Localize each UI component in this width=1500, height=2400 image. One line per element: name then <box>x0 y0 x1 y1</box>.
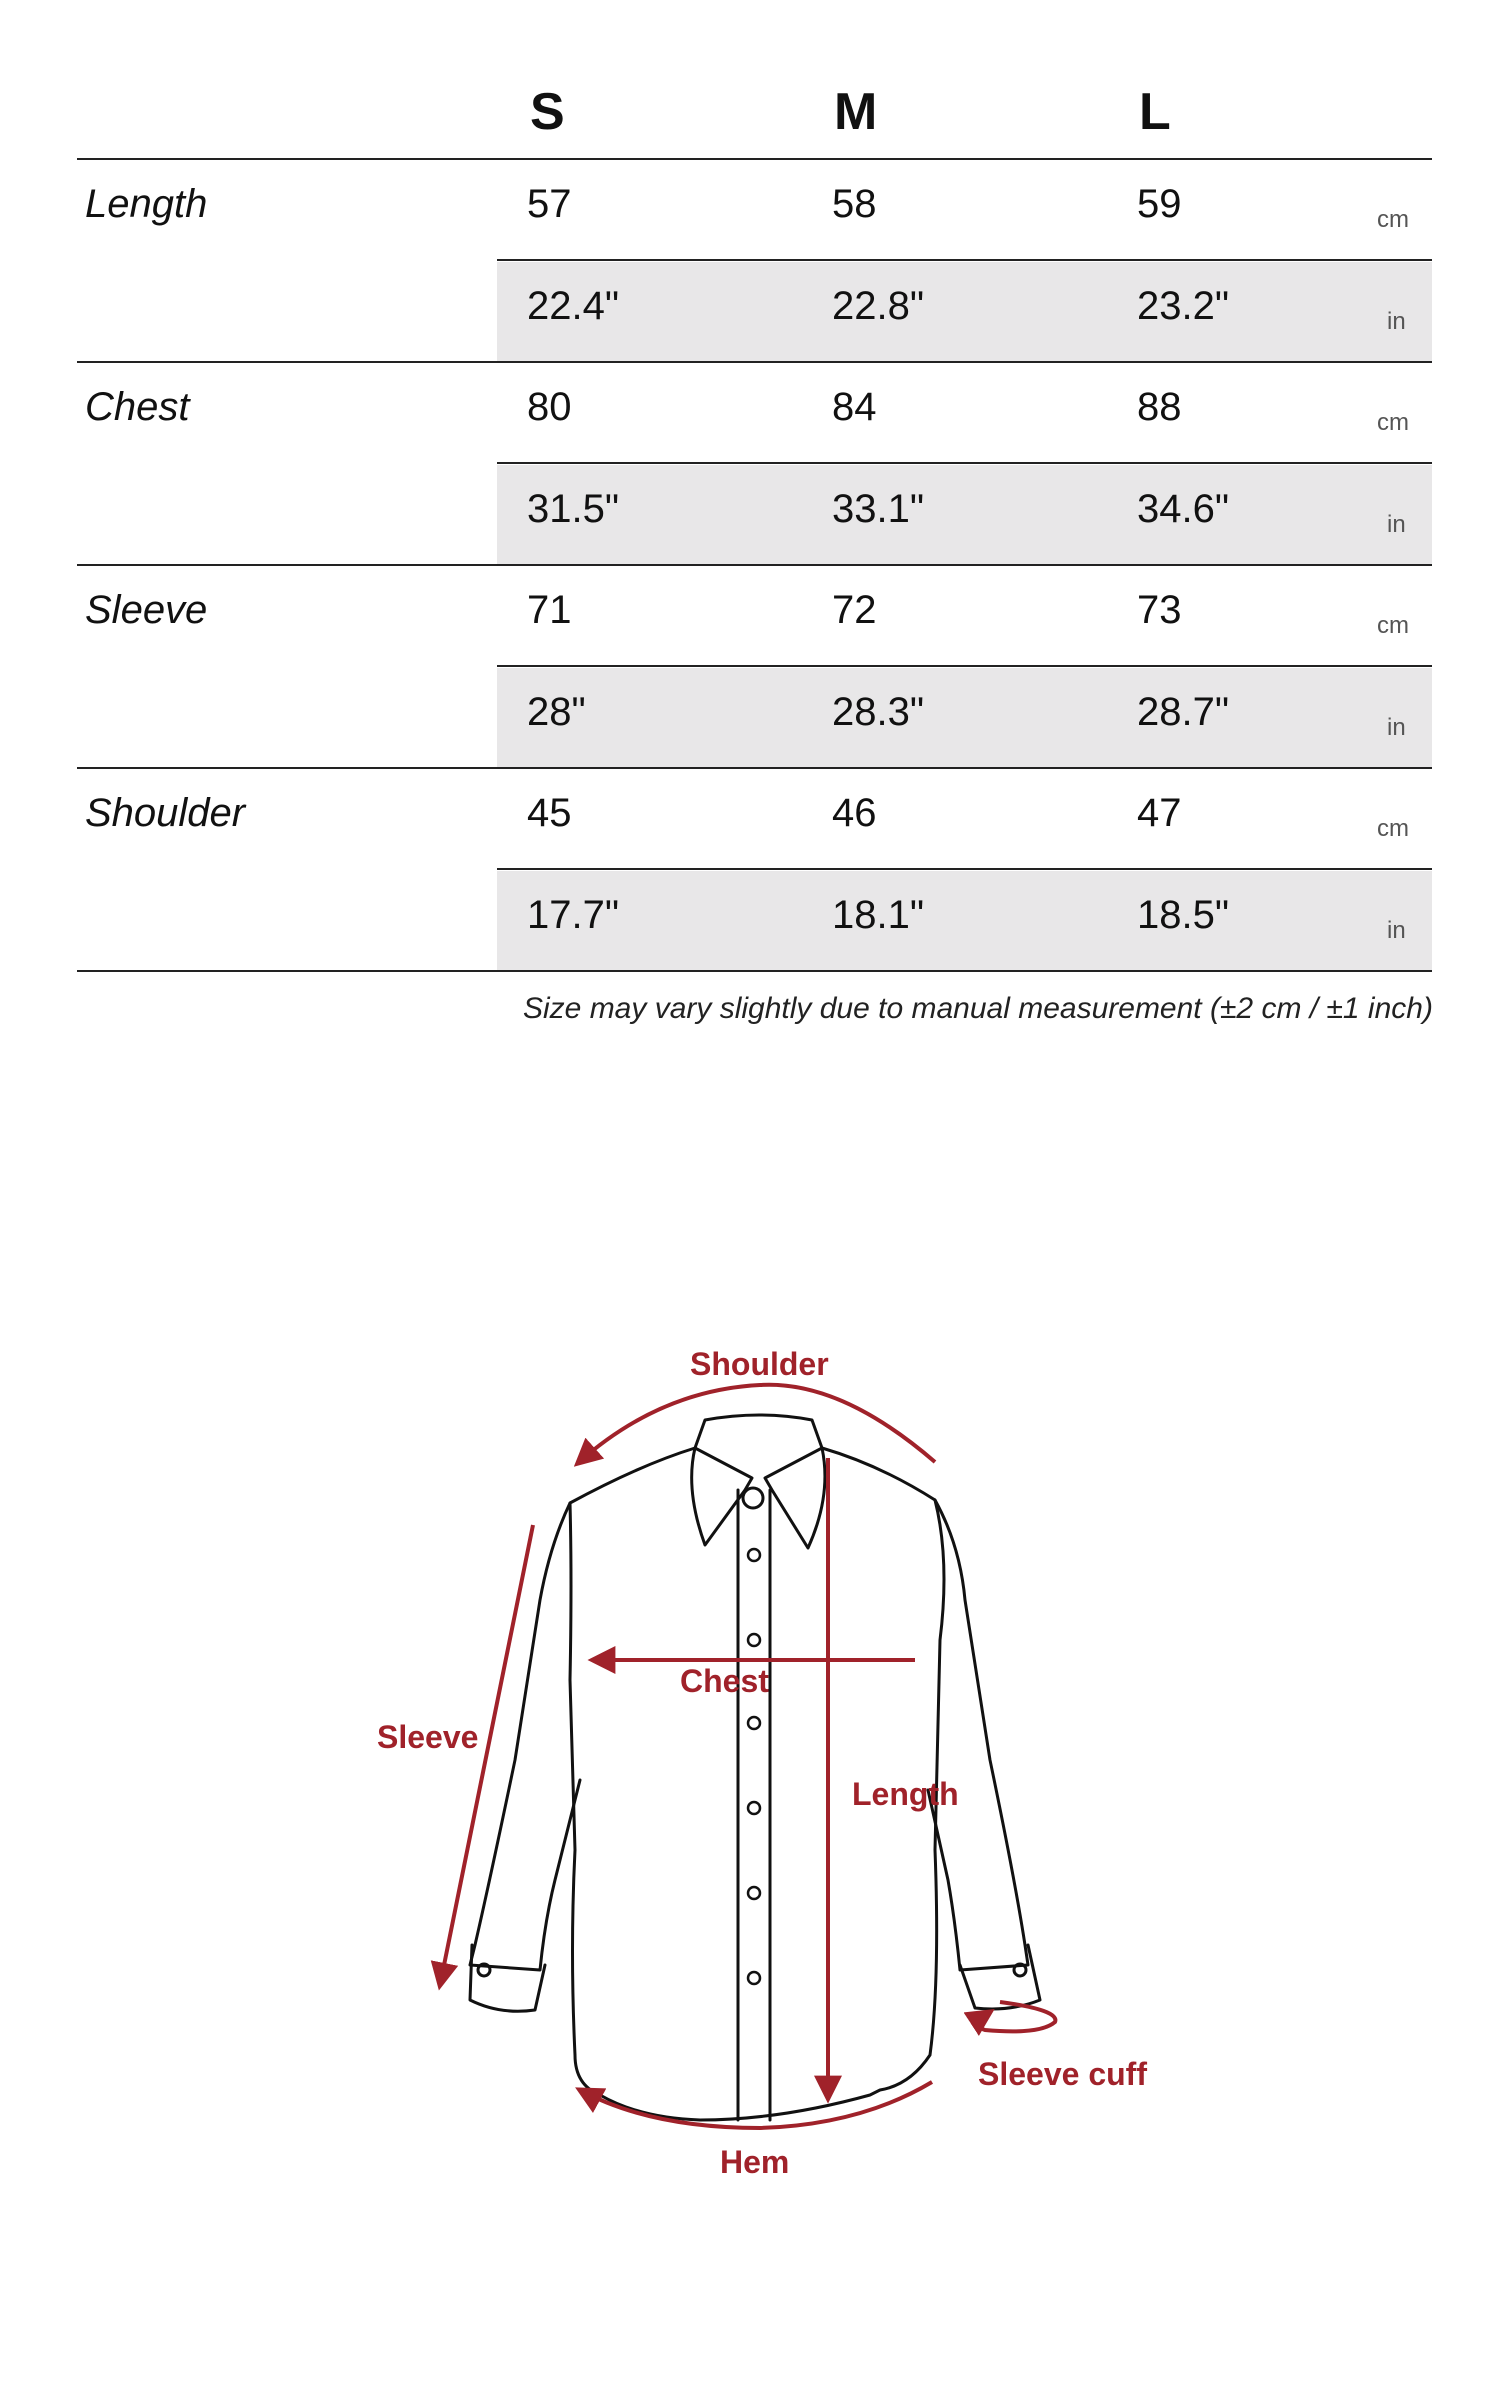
value-length-l-in: 23.2" <box>1137 284 1230 328</box>
shoulder-arrow <box>578 1385 935 1463</box>
cuff-arrow <box>979 2002 1056 2031</box>
unit-in-sleeve: in <box>1387 714 1406 741</box>
value-shoulder-l-in: 18.5" <box>1137 893 1230 937</box>
value-chest-s-cm: 80 <box>527 385 572 429</box>
unit-in-shoulder: in <box>1387 917 1406 944</box>
size-header-m: M <box>834 83 878 141</box>
measurement-note: Size may vary slightly due to manual measurement (±2 cm / ±1 inch) <box>523 992 1433 1025</box>
unit-cm-length: cm <box>1377 206 1409 233</box>
diagram-label-sleeve-cuff: Sleeve cuff <box>978 2056 1147 2092</box>
value-length-m-in: 22.8" <box>832 284 925 328</box>
value-length-s-in: 22.4" <box>527 284 620 328</box>
shirt-buttons <box>748 1549 760 1984</box>
diagram-label-length: Length <box>852 1776 959 1812</box>
size-header-l: L <box>1139 83 1171 141</box>
sleeve-arrow <box>440 1525 533 1985</box>
value-length-m-cm: 58 <box>832 182 877 226</box>
value-sleeve-l-in: 28.7" <box>1137 690 1230 734</box>
unit-cm-sleeve: cm <box>1377 612 1409 639</box>
row-label-length: Length <box>85 182 208 226</box>
value-length-l-cm: 59 <box>1137 182 1182 226</box>
value-chest-s-in: 31.5" <box>527 487 620 531</box>
diagram-label-sleeve: Sleeve <box>377 1719 479 1755</box>
value-sleeve-l-cm: 73 <box>1137 588 1182 632</box>
value-shoulder-m-cm: 46 <box>832 791 877 835</box>
value-sleeve-s-in: 28" <box>527 690 586 734</box>
row-label-sleeve: Sleeve <box>85 588 208 632</box>
value-shoulder-s-cm: 45 <box>527 791 572 835</box>
value-sleeve-m-in: 28.3" <box>832 690 925 734</box>
value-shoulder-s-in: 17.7" <box>527 893 620 937</box>
value-chest-l-cm: 88 <box>1137 385 1182 429</box>
value-length-s-cm: 57 <box>527 182 572 226</box>
value-shoulder-m-in: 18.1" <box>832 893 925 937</box>
row-label-chest: Chest <box>85 385 190 429</box>
diagram-label-chest: Chest <box>680 1663 769 1699</box>
value-sleeve-m-cm: 72 <box>832 588 877 632</box>
value-sleeve-s-cm: 71 <box>527 588 572 632</box>
value-chest-m-cm: 84 <box>832 385 877 429</box>
unit-in-chest: in <box>1387 511 1406 538</box>
row-label-shoulder: Shoulder <box>85 791 246 835</box>
value-chest-m-in: 33.1" <box>832 487 925 531</box>
value-chest-l-in: 34.6" <box>1137 487 1230 531</box>
shirt-outline <box>470 1415 1040 2120</box>
value-shoulder-l-cm: 47 <box>1137 791 1182 835</box>
unit-cm-shoulder: cm <box>1377 815 1409 842</box>
diagram-label-hem: Hem <box>720 2144 790 2180</box>
size-header-s: S <box>530 83 565 141</box>
unit-in-length: in <box>1387 308 1406 335</box>
diagram-label-shoulder: Shoulder <box>690 1346 829 1382</box>
unit-cm-chest: cm <box>1377 409 1409 436</box>
